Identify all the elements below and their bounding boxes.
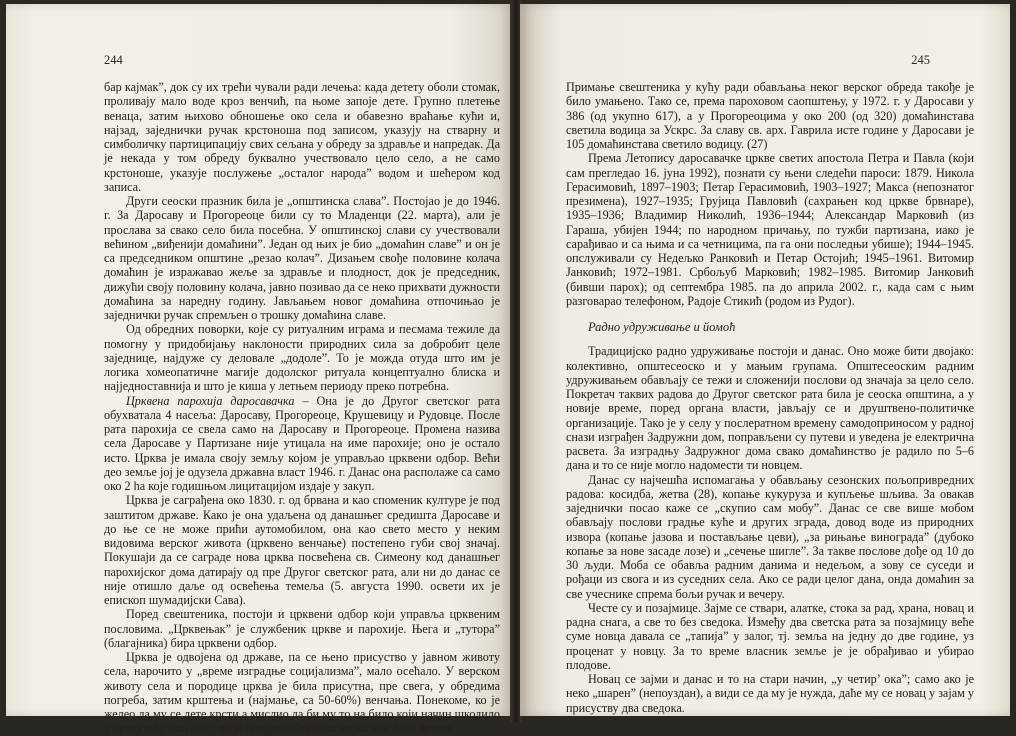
italic-lead: Црквена парохија даросавачка (126, 393, 295, 408)
page-number-left: 244 (104, 53, 123, 67)
page-number-right: 245 (911, 53, 930, 67)
paragraph: Данас су најчешћа испомагања у обављању сезонских пољопривредних радова: косидба, жетва (28), копање кукуруза и купљење шљива. За овакав заједнички посао каже се „скупио сам мобу”. Данас се све више мобом обављају послови градње куће и других зграда, довод воде из природних извора (копање јазова и постављање цеви), „за рињање винограда” (дубоко копање за нове засаде лозе) и „сечење шигле”. За такве послове дође од 10 до 30 људи. Моба се обавља радним данима и недељом, а зову се суседи и рођаци из свога и из суседних села. Ако се ради целог дана, онда домаћин за све учеснике спрема бољи ручак и вечеру. (566, 472, 974, 601)
section-heading: Радно удруживање и йомоћ (588, 320, 736, 334)
paragraph: Честе су и позајмице. Зајме се ствари, алатке, стока за рад, храна, новац и радна снага, а све то без сведока. Између два светска рата за позајмицу веће суме новца давала се „тапија” у залог, тј. земља на једну до две године, уз проценат у новцу. За то време власник земље је је обрађивао и убирао плодове. (566, 600, 974, 672)
paragraph: Традицијско радно удруживање постоји и данас. Оно може бити двојако: колективно, општесеоско и у мањим групама. Општесеоским радним удруживањем обављају се тежи и сложенији послови од значаја за цело село. Покретач таквих радова до Другог светског рата била је сеоска општина, а у новије време, поред органа власти, јављају се и друштвено-политичке организације. Тако је у селу у послератном времену самодоприносом у радној снази изграђен Задружни дом, поправљени су путеви и уведена је електрична расвета. За изградњу Задружног дома свако домаћинство је радило по 5–6 дана и то се није могло надомести ти новцем. (566, 344, 974, 473)
paragraph (104, 394, 500, 494)
paragraph: Примање свештеника у кућу ради обављања неког верског обреда такође је било умањено. Тако се, према пароховом саопштењу, у 1972. г. у Даросави у 386 (од укупно 617), а у Прогореоцима у око 200 (од 320) домаћинстава светила водица за Ускрс. За славу св. арх. Гаврила исте године у Даросави је 105 домаћинстава светило водицу. (27) (566, 80, 974, 151)
left-page (6, 4, 512, 736)
paragraph: Од обредних поворки, које су ритуалним играма и песмама тежиле да помогну у придобијању наклоности природних сила за добробит целе заједнице, најдуже су деловале „додоле”. То је можда отуда што им је логика хомеопатичне магије додолског ритуала концептуално блиска и најједноставнија и што је киша у летњем периоду преко потребна. (104, 322, 500, 394)
paragraph: Црква је саграђена око 1830. г. од брвана и као споменик културе је под заштитом државе. Како је она удаљена од данашњег средишта Даросаве и до ње се не може прићи аутомобилом, она као свето место у неким видовима верског живота (црквено венчање) постепено губи свој значај. Покушаји да се саграде нова црква посвећена св. Симеону код данашњег парохијског дома датирају од пре Другог светског рата, али ни до данас се није отишло даље од освећења темеља (5. августа 1990. освети их је епископ шумадијски Сава). (104, 493, 500, 607)
left-page-text (104, 80, 500, 736)
paragraph: Други сеоски празник била је „општинска слава”. Постојао је до 1946. г. За Даросаву и Прогореоце били су то Младенци (22. марта), али је прослава за свако село била посебна. У општинској слави су учествовали већином „виђенији домаћини”. Један од њих је био „домаћин славе” и он је са председником општине „резао колач”. Дизањем свође половине колача домаћин је изражавао жеље за здравље и плодност, док је председник, дижући своју половину колача, јавно позивао да се неко прихвати дужности домаћина за наредну годину. Јављањем новог домаћина отпочињао је заједнички ручак спремљен о трошку домаћина славе. (104, 194, 500, 322)
right-page-text (566, 80, 974, 715)
paragraph: бар кајмак”, док су их трећи чували ради лечења: када детету оболи стомак, проливају мало воде кроз венчић, па њоме запоје дете. Групно плетење венаца, затим њихово обношење око села и обавезно враћање кући и, најзад, заједнички ручак крстоноша под записом, указују на стварну и симболичку партиципацију свих сељана у обреду за здравље и напредак. Да је некада у том обреду буквално учествовало цело село, а не само крстоноше, указује послужење „осталог народа” водом и шећером код записа. (104, 80, 501, 194)
right-page (520, 4, 1010, 716)
paragraph: Црква је одвојена од државе, па се њено присуство у јавном животу села, нарочито у „време изградње социјализма”, мало осећало. У верском животу села и породице црква је била присутна, пре свега, у обредима погреба, затим крштења и (најмање, са 50-60%) венчања. Понекоме, ко је желео да му се дете крсти а мислио да би му то на било који начин шкодило у предузећу или селу, то је потајно обављала мајка или баба детета. (104, 650, 500, 736)
paragraph: Према Летопису даросавачке цркве светих апостола Петра и Павла (који сам прегледао 16. јуна 1992), познати су њени следећи пароси: 1879. Никола Герасимовић, 1897–1903; Петар Герасимовић, 1903–1927; Макса (непознатог презимена), 1927–1935; Грујица Павловић (сахрањен код црквe брвнаре), 1935–1936; Владимир Николић, 1936–1944; Александар Марковић (из Гараша, убијен 1944; по народном причању, по тужби партизана, иако је сарађивао и са њима и са четницима, па га они последњи убише); 1944–1945. опслуживали су Недељко Ранковић и Петар Остојић; 1945–1961. Витомир Јанковић; 1972–1981. Србољуб Марковић; 1982–1985. Витомир Јанковић (бивши парох); од септембра 1985. па до априла 2002. г., када сам с њим разговарао телефоном, Радоје Стикић (родом из Рудог). (566, 151, 974, 308)
paragraph-body: – Она је до Другог светског рата обухватала 4 насеља: Даросаву, Прогореоце, Крушевицу и Рудовце. После рата парохија се свела само на Даросаву и Прогореоце. Промена назива села Даросаве у Партизане није утицала на име парохије; оно је остало исто. Црква је имала своју земљу којом је управљао црквени одбор. Већи део земље јој је одузела државна власт 1946. г. Данас она располаже са само око 2 ha које годишњом лицитацијом издаје у закуп. (104, 393, 501, 493)
paragraph: Новац се зајми и данас и то на стари начин, „у четир’ ока”; само ако је неко „шарен” (непоуздан), а види се да му је нужда, даће му се новац у зајам у присуству два сведока. (566, 672, 974, 715)
paragraph: Поред свештеника, постоји и црквени одбор који управља црквеним пословима. „Црквењак” је службеник цркве и парохије. Њега и „тутора” (благајника) бира црквени одбор. (104, 607, 500, 650)
